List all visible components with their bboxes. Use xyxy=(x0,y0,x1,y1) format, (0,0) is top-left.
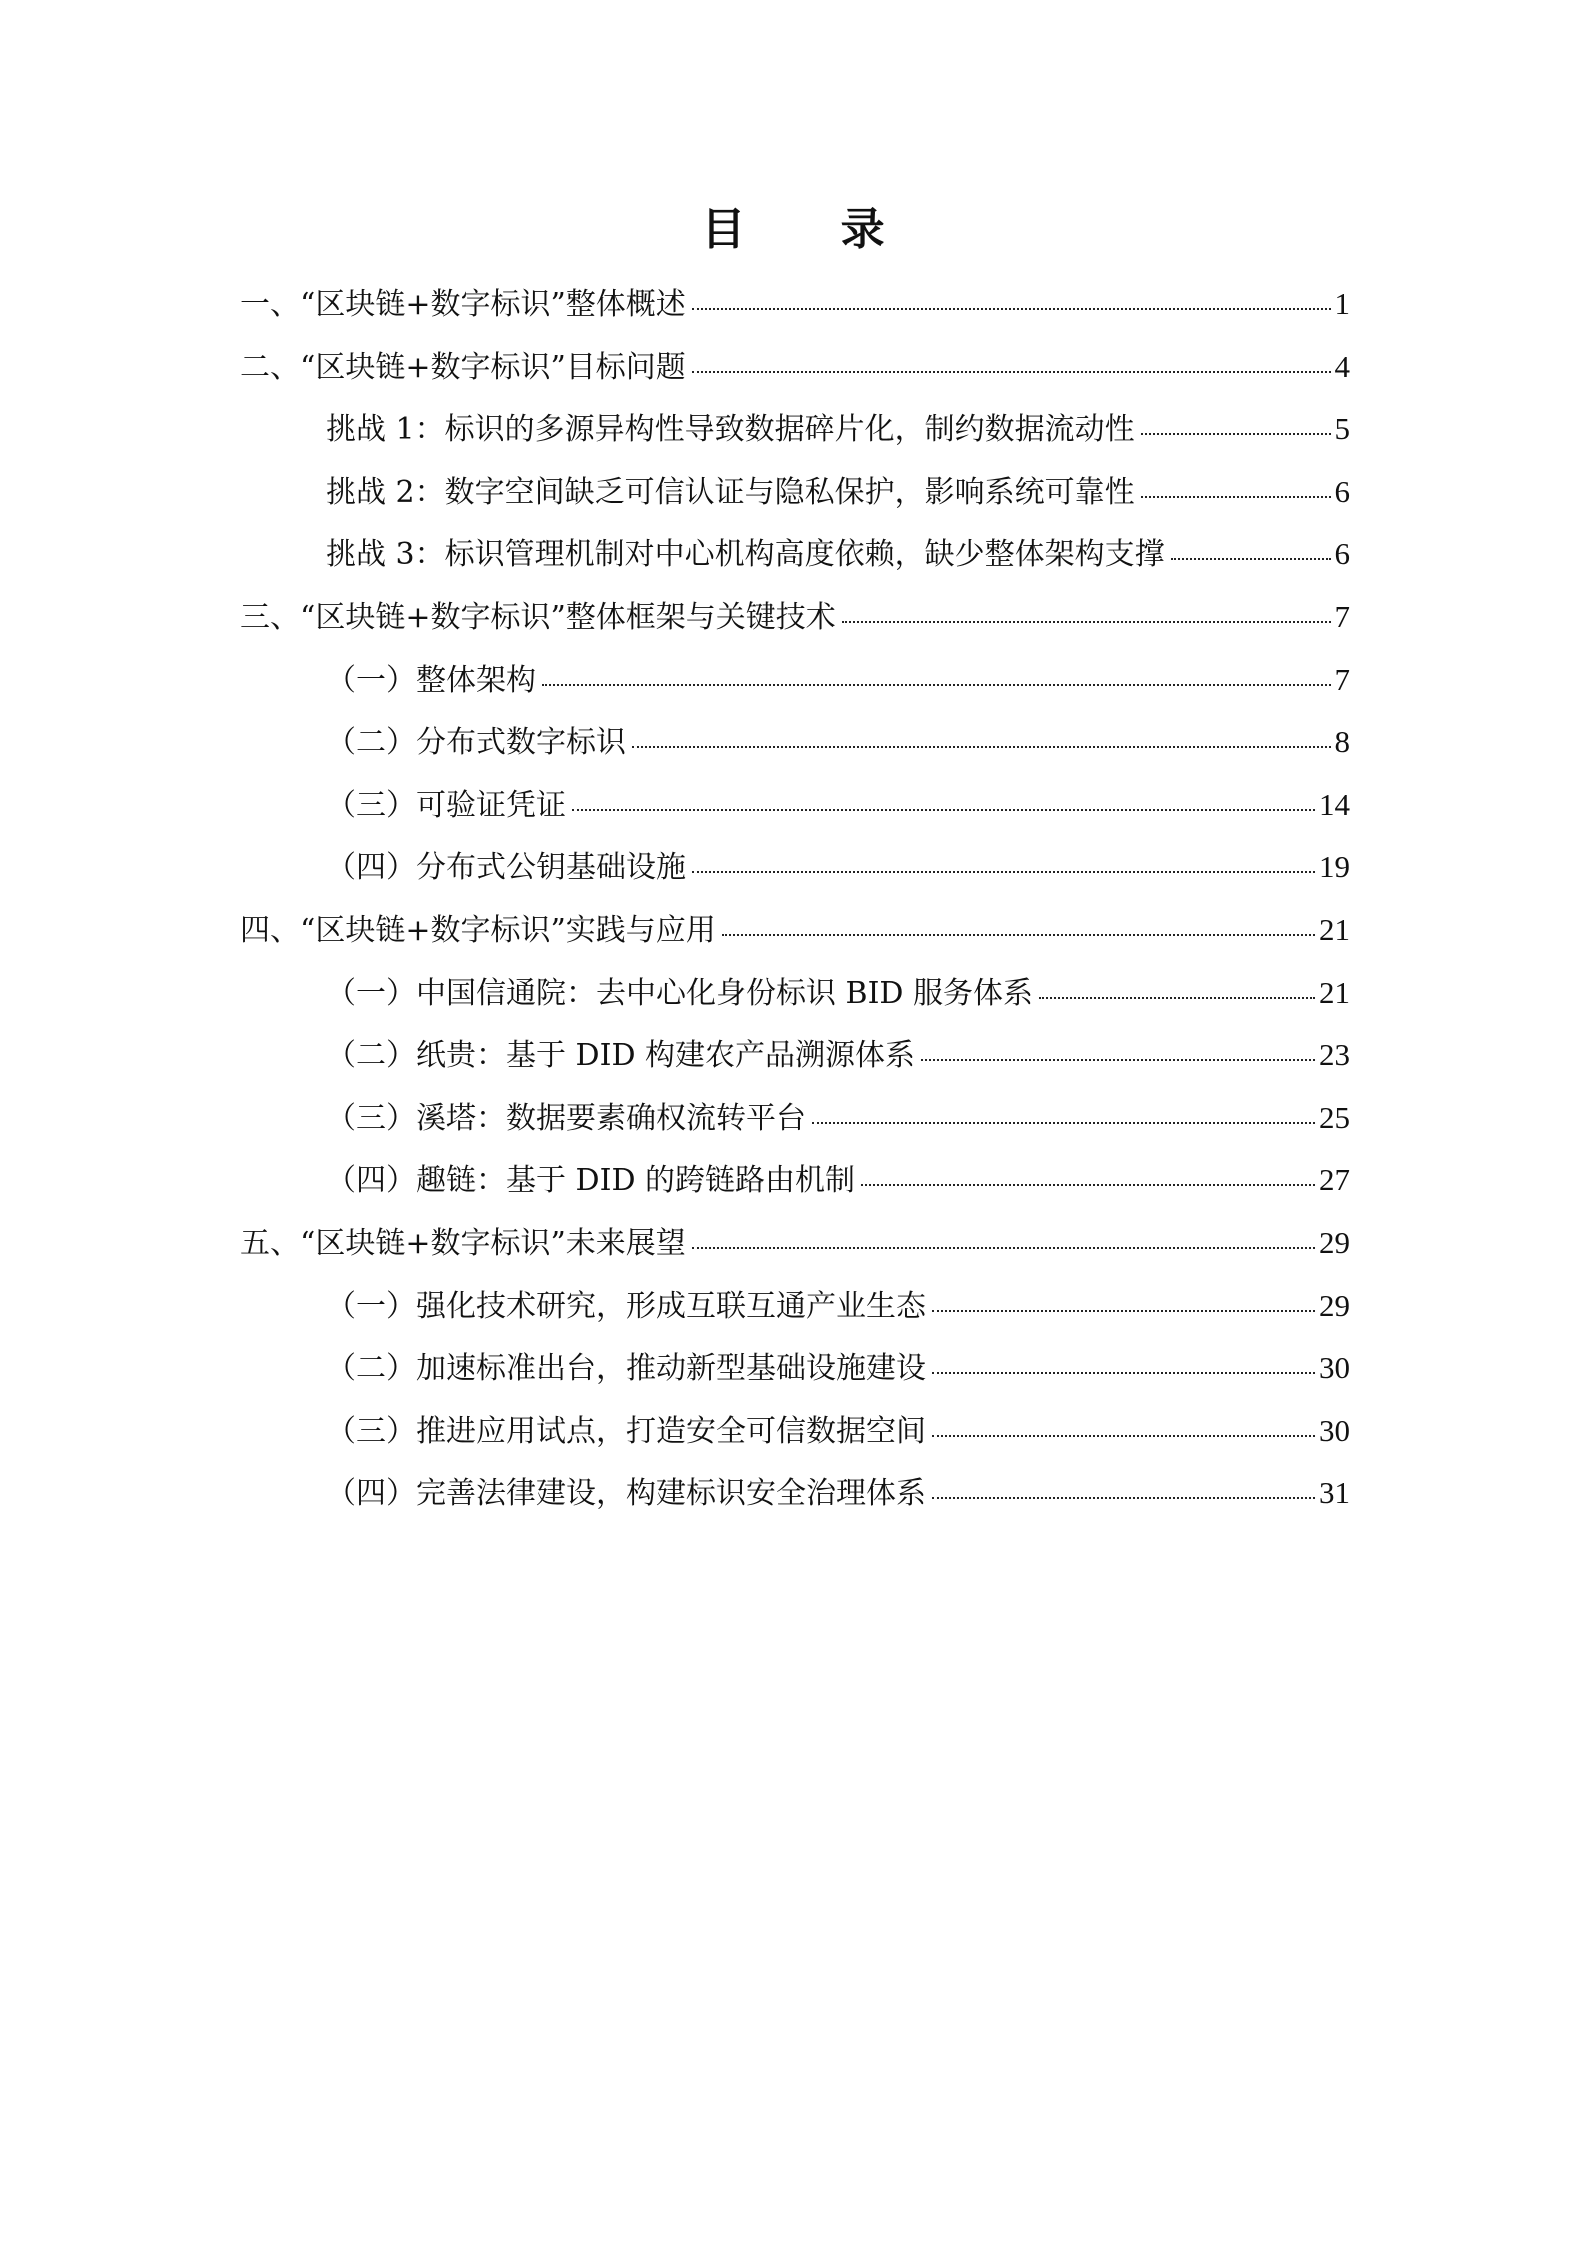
toc-entry[interactable] xyxy=(240,1035,1350,1098)
dot-leader xyxy=(692,1247,1315,1249)
toc-entry[interactable] xyxy=(240,284,1350,347)
toc-entry[interactable] xyxy=(240,347,1350,410)
dot-leader xyxy=(1141,433,1331,435)
toc-entry-text: （二）分布式数字标识 xyxy=(326,725,626,761)
toc-page-number: 23 xyxy=(1319,1037,1350,1073)
toc-entry-text: 二、“区块链+数字标识”目标问题 xyxy=(240,349,686,385)
toc-entry[interactable] xyxy=(240,660,1350,723)
toc-page-number: 7 xyxy=(1334,661,1350,697)
toc-page-number: 29 xyxy=(1319,1224,1350,1260)
toc-entry-text: （四）趣链：基于 DID 的跨链路由机制 xyxy=(326,1163,856,1199)
toc-entry[interactable] xyxy=(240,785,1350,848)
toc-entry[interactable] xyxy=(240,1286,1350,1349)
toc-entry[interactable] xyxy=(240,910,1350,973)
toc-entry-text: 挑战 1：标识的多源异构性导致数据碎片化，制约数据流动性 xyxy=(326,412,1135,448)
dot-leader xyxy=(1141,496,1331,498)
toc-entry-text: （三）推进应用试点，打造安全可信数据空间 xyxy=(326,1413,926,1449)
toc-page-number: 8 xyxy=(1334,724,1350,760)
toc-entry-text: （一）整体架构 xyxy=(326,662,536,698)
toc-page-number: 4 xyxy=(1334,348,1350,384)
toc-entry[interactable] xyxy=(240,1473,1350,1536)
dot-leader xyxy=(692,871,1315,873)
toc-page-number: 29 xyxy=(1319,1287,1350,1323)
dot-leader xyxy=(722,934,1315,936)
toc-entry-text: 挑战 2：数字空间缺乏可信认证与隐私保护，影响系统可靠性 xyxy=(326,474,1135,510)
toc-entry-text: 五、“区块链+数字标识”未来展望 xyxy=(240,1225,686,1261)
toc-page-number: 19 xyxy=(1319,849,1350,885)
dot-leader xyxy=(842,621,1331,623)
toc-entry-text: （二）加速标准出台，推动新型基础设施建设 xyxy=(326,1351,926,1387)
dot-leader xyxy=(932,1435,1315,1437)
toc-entry[interactable] xyxy=(240,847,1350,910)
toc-page-number: 25 xyxy=(1319,1099,1350,1135)
dot-leader xyxy=(932,1372,1315,1374)
toc-entry-text: （二）纸贵：基于 DID 构建农产品溯源体系 xyxy=(326,1038,916,1074)
dot-leader xyxy=(542,684,1331,686)
toc-entry-text: 四、“区块链+数字标识”实践与应用 xyxy=(240,912,716,948)
toc-entry[interactable] xyxy=(240,1411,1350,1474)
dot-leader xyxy=(932,1310,1315,1312)
toc-entry[interactable] xyxy=(240,722,1350,785)
toc-page-number: 7 xyxy=(1334,598,1350,634)
toc-entry[interactable] xyxy=(240,534,1350,597)
dot-leader xyxy=(692,308,1331,310)
toc-page-number: 31 xyxy=(1319,1475,1350,1511)
toc-entry-text: （一）强化技术研究，形成互联互通产业生态 xyxy=(326,1288,926,1324)
dot-leader xyxy=(921,1059,1315,1061)
toc-page-number: 27 xyxy=(1319,1162,1350,1198)
toc-entry-text: 挑战 3：标识管理机制对中心机构高度依赖，缺少整体架构支撑 xyxy=(326,537,1165,573)
toc-page-number: 30 xyxy=(1319,1350,1350,1386)
toc-entry[interactable] xyxy=(240,1098,1350,1161)
toc-page-number: 5 xyxy=(1334,411,1350,447)
toc-entry[interactable] xyxy=(240,472,1350,535)
dot-leader xyxy=(572,809,1315,811)
toc-entry-text: （一）中国信通院：去中心化身份标识 BID 服务体系 xyxy=(326,975,1034,1011)
toc-entry[interactable] xyxy=(240,1223,1350,1286)
dot-leader xyxy=(932,1497,1315,1499)
toc-entry-text: （三）溪塔：数据要素确权流转平台 xyxy=(326,1100,806,1136)
toc-title: 目 录 xyxy=(701,204,925,255)
toc-entry[interactable] xyxy=(240,973,1350,1036)
toc-entry-text: （三）可验证凭证 xyxy=(326,787,566,823)
dot-leader xyxy=(812,1122,1315,1124)
dot-leader xyxy=(1171,558,1331,560)
toc-page-number: 1 xyxy=(1334,286,1350,321)
toc-entry-text: 三、“区块链+数字标识”整体框架与关键技术 xyxy=(240,599,836,635)
toc-page-number: 6 xyxy=(1334,473,1350,509)
toc-entry[interactable] xyxy=(240,1160,1350,1223)
toc-page-number: 30 xyxy=(1319,1412,1350,1448)
toc-entry-text: （四）分布式公钥基础设施 xyxy=(326,850,686,886)
toc-entry[interactable] xyxy=(240,409,1350,472)
toc-page-number: 14 xyxy=(1319,786,1350,822)
toc-entry-text: 一、“区块链+数字标识”整体概述 xyxy=(240,287,686,322)
toc-page-number: 21 xyxy=(1319,911,1350,947)
dot-leader xyxy=(632,746,1331,748)
toc-entry[interactable] xyxy=(240,1348,1350,1411)
toc-page-number: 21 xyxy=(1319,974,1350,1010)
toc-list xyxy=(240,284,1350,1536)
toc-page-number: 6 xyxy=(1334,536,1350,572)
dot-leader xyxy=(861,1184,1315,1186)
toc-entry-text: （四）完善法律建设，构建标识安全治理体系 xyxy=(326,1476,926,1512)
dot-leader xyxy=(1039,997,1315,999)
dot-leader xyxy=(692,371,1331,373)
toc-entry[interactable] xyxy=(240,597,1350,660)
